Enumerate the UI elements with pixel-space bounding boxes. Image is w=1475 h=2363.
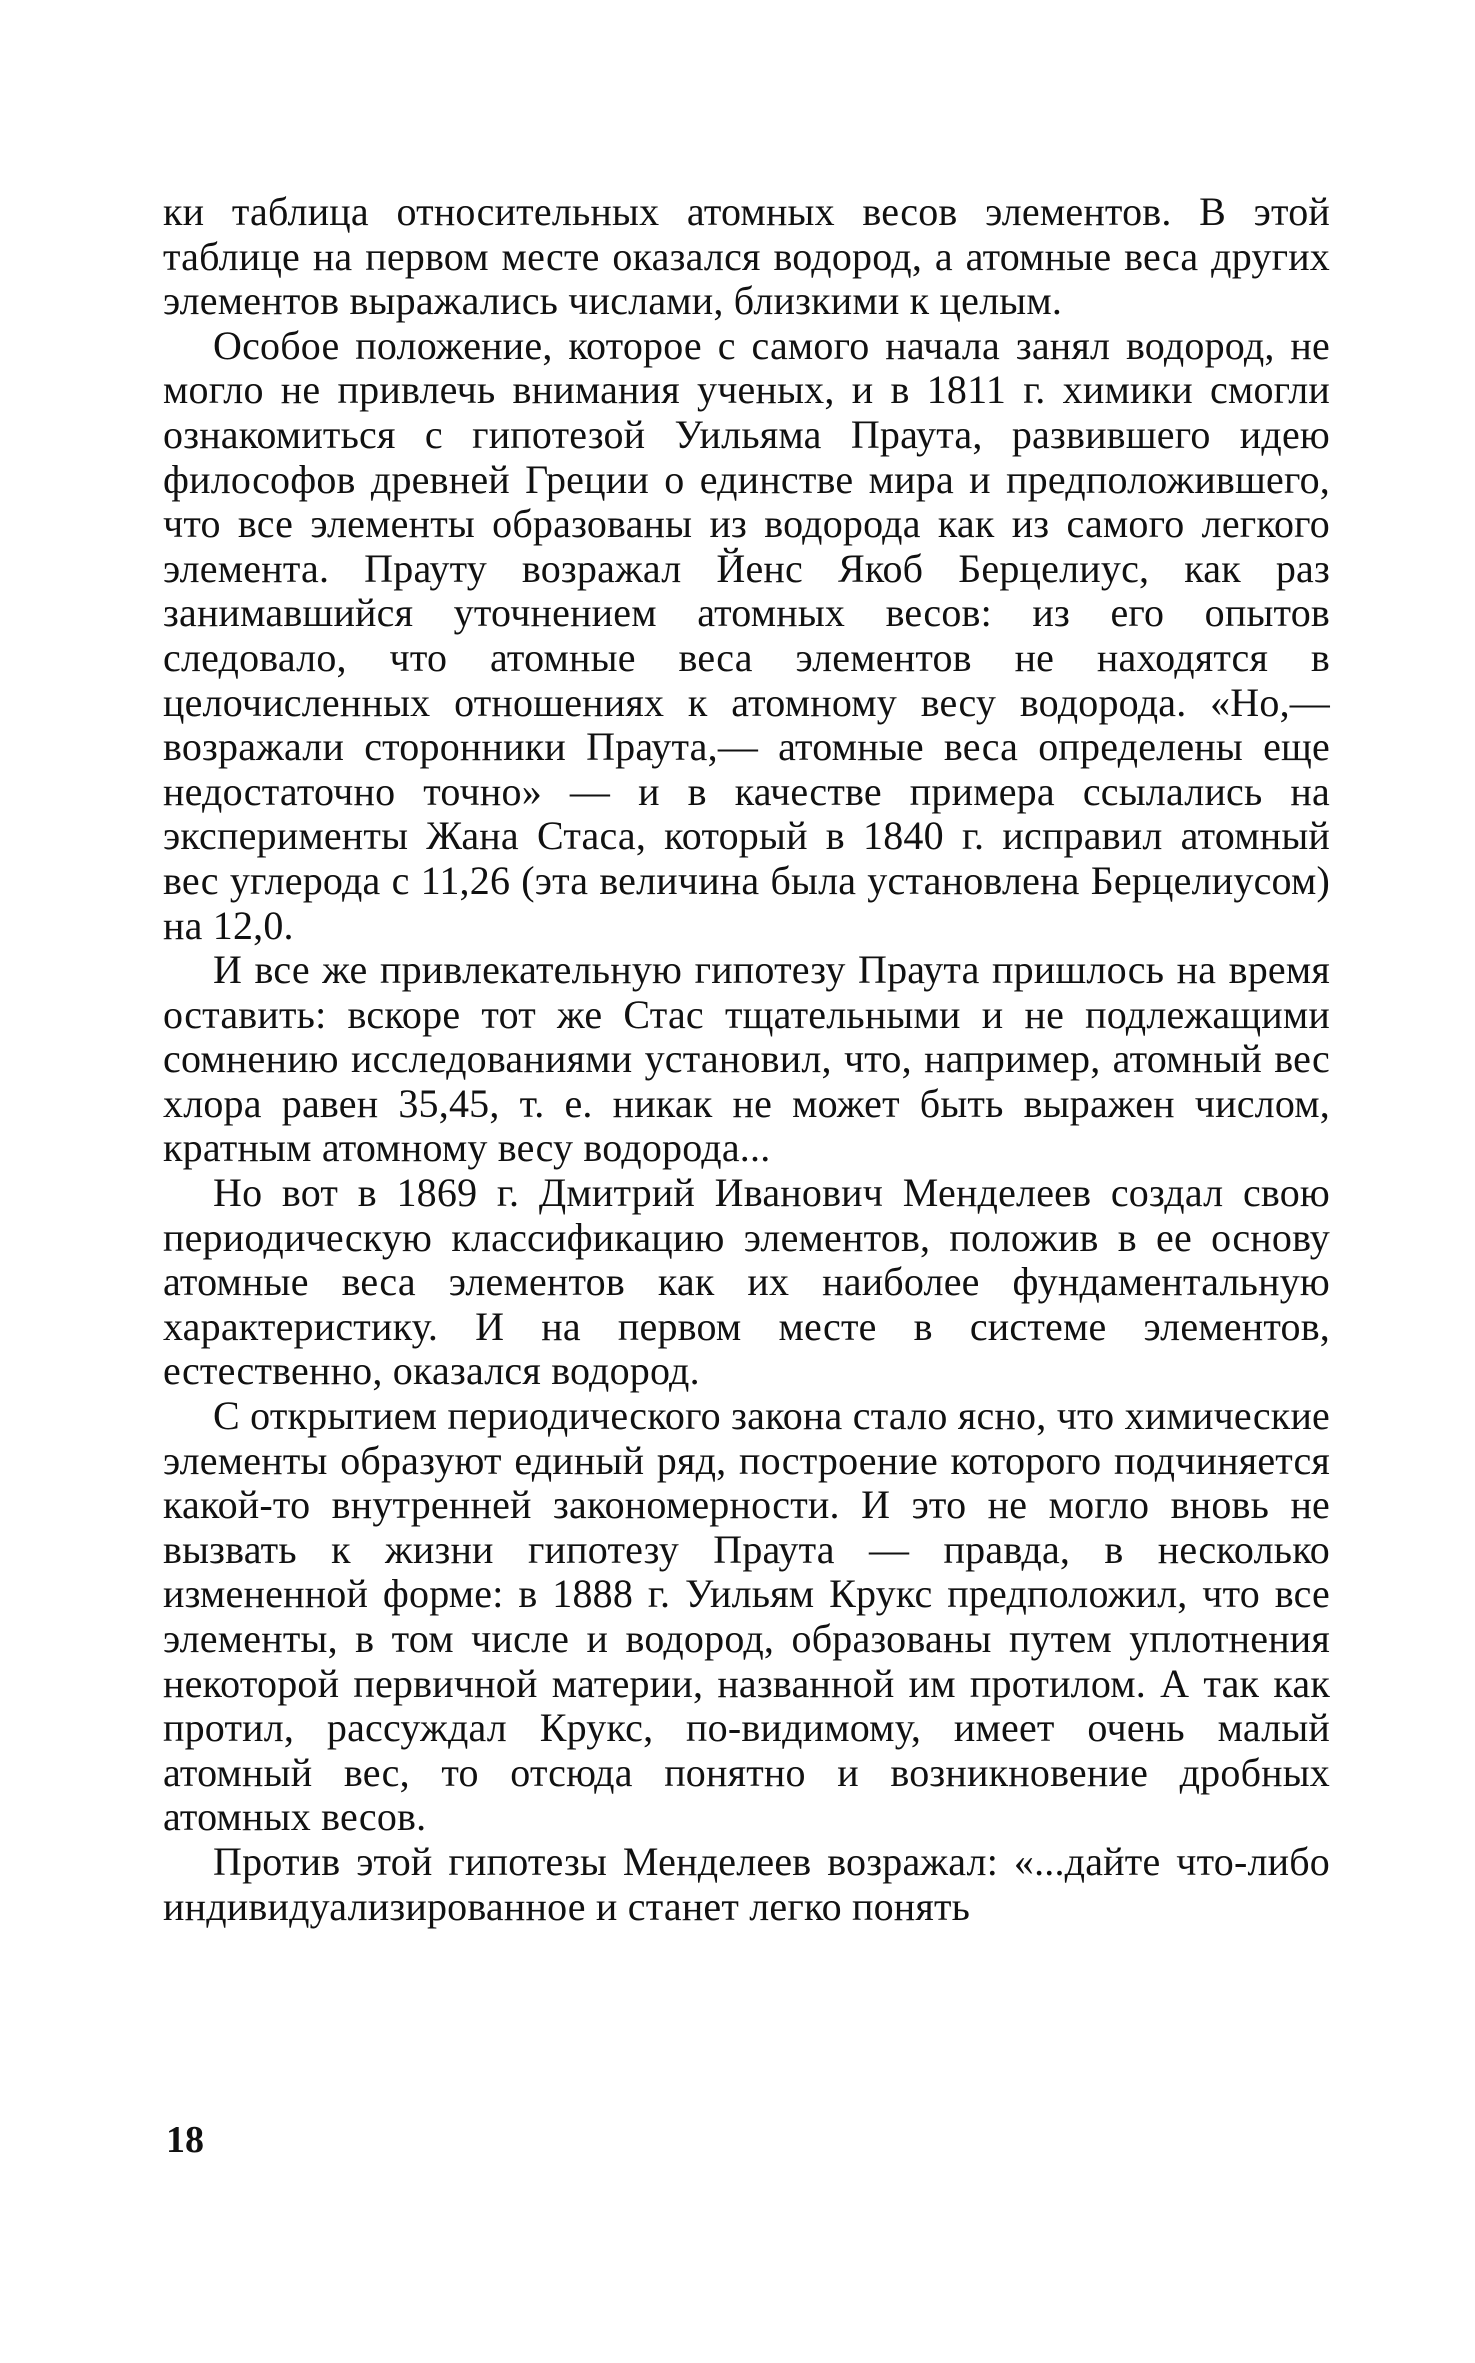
paragraph-prout-hypothesis: Особое положение, которое с самого начала занял водород, не могло не привлечь внимания ученых, и в 1811 г. химики смогли ознакомиться с гипотезой Уильяма Праута, развившего идею философов древней Греции о единстве мира и предположившего, что все элементы образованы из водорода как из самого легкого элемента. Прауту возражал Йенс Якоб Берцелиус, как раз занимавшийся уточнением атомных весов: из его опытов следовало, что атомные веса элементов не находятся в целочисленных отношениях к атомному весу водорода. «Но,— возражали сторонники Праута,— атомные веса определены еще недостаточно точно» — и в качестве примера ссылались на эксперименты Жана Стаса, который в 1840 г. исправил атомный вес углерода с 11,26 (эта величина была установлена Берцелиусом) на 12,0.	[163, 322, 1330, 948]
paragraph-crookes-protyle: С открытием периодического закона стало ясно, что химические элементы образуют единый ряд, построение которого подчиняется какой-то внутренней закономерности. И это не могло вновь не вызвать к жизни гипотезу Праута — правда, в несколько измененной форме: в 1888 г. Уильям Крукс предположил, что все элементы, в том числе и водород, образованы путем уплотнения некоторой первичной материи, названной им протилом. А так как протил, рассуждал Крукс, по-видимому, имеет очень малый атомный вес, то отсюда понятно и возникновение дробных атомных весов.	[163, 1393, 1330, 1840]
page-body	[163, 190, 1330, 1929]
paragraph-stas-chlorine: И все же привлекательную гипотезу Праута пришлось на время оставить: вскоре тот же Стас тщательными и не подлежащими сомнению исследованиями установил, что, например, атомный вес хлора равен 35,45, т. е. никак не может быть выражен числом, кратным атомному весу водорода...	[163, 947, 1330, 1171]
paragraph-mendeleev-1869: Но вот в 1869 г. Дмитрий Иванович Менделеев создал свою периодическую классификацию элементов, положив в ее основу атомные веса элементов как их наиболее фундаментальную характеристику. И на первом месте в системе элементов, естественно, оказался водород.	[163, 1170, 1330, 1394]
paragraph-continuation: ки таблица относительных атомных весов элементов. В этой таблице на первом месте оказался водород, а атомные веса других элементов выражались числами, близкими к целым.	[163, 189, 1330, 324]
paragraph-mendeleev-objection: Против этой гипотезы Менделеев возражал: «...дайте что-либо индивидуализированное и станет легко понять	[163, 1838, 1330, 1929]
page-number: 18	[166, 2119, 204, 2161]
